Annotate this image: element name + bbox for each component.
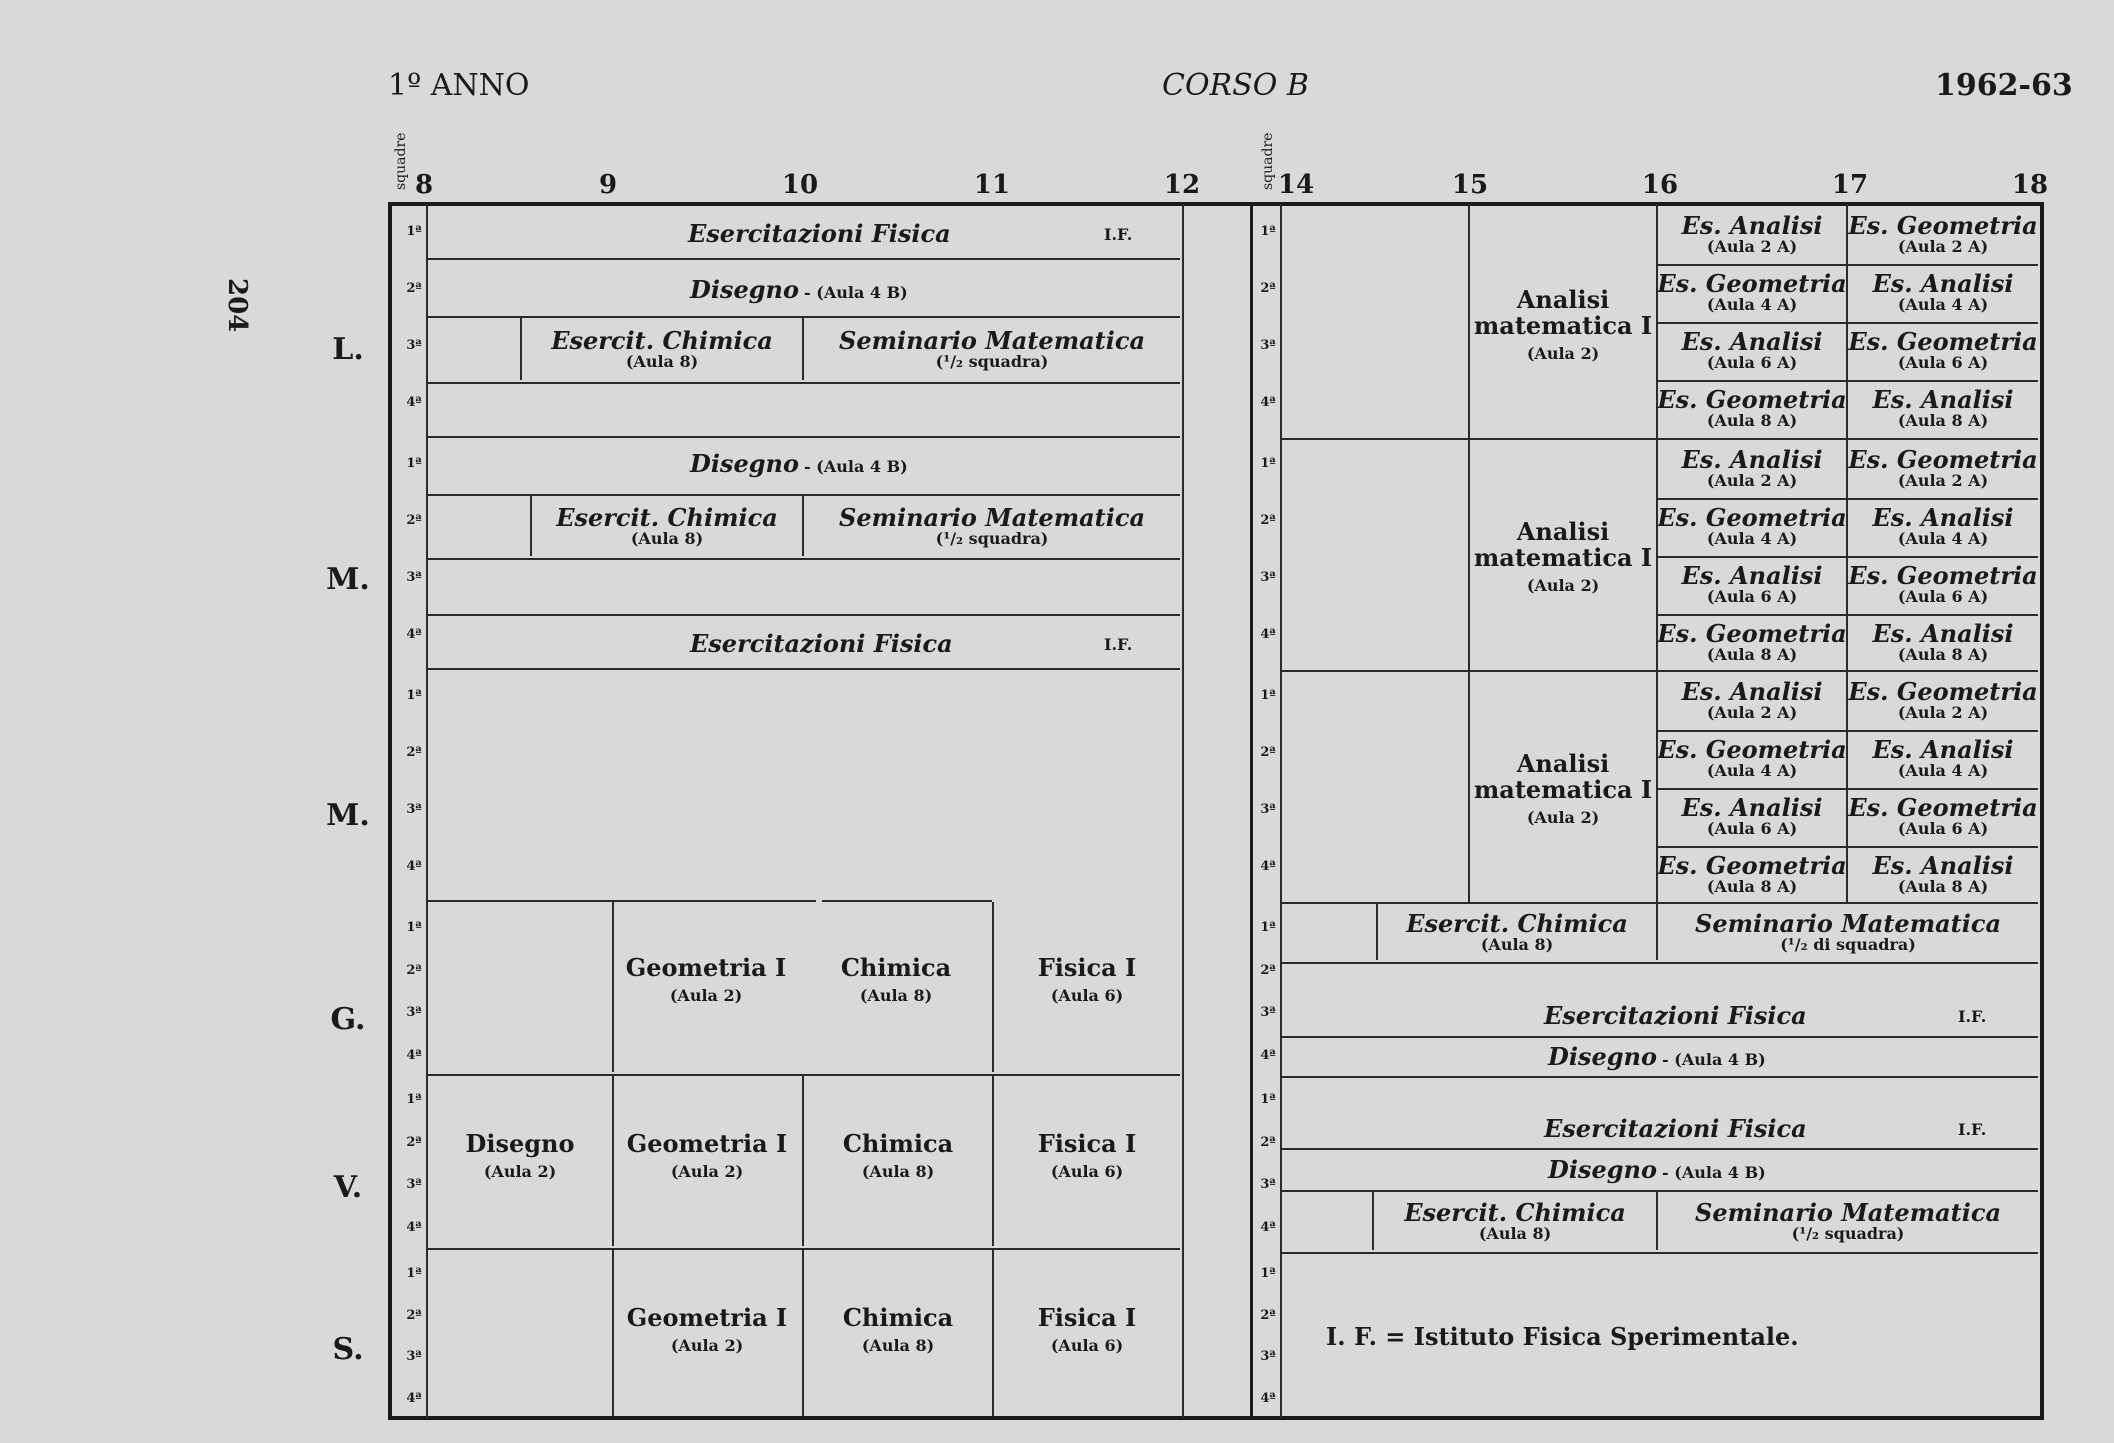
slot-label: 2ª	[1260, 513, 1276, 528]
slot-label: 3ª	[1260, 1349, 1276, 1364]
es-title: Es. Analisi	[1681, 445, 1823, 474]
lun-disegno: Disegno - (Aula 4 B)	[690, 275, 908, 304]
slot-label: 2ª	[406, 962, 422, 978]
slot-label: 3ª	[1260, 570, 1276, 585]
es-title: Es. Geometria	[1848, 677, 2038, 706]
hour-label-8: 8	[414, 170, 434, 200]
hour-label-17: 17	[1831, 170, 1869, 200]
es-cell	[1658, 324, 1846, 378]
slot-label: 1ª	[406, 224, 422, 239]
es-title: Es. Geometria	[1657, 385, 1847, 414]
es-cell	[1658, 616, 1846, 670]
hour-label-15: 15	[1451, 170, 1489, 200]
es-title: Es. Geometria	[1848, 445, 2038, 474]
slot-label: 3ª	[1260, 1005, 1276, 1020]
es-cell	[1848, 558, 2038, 612]
rule	[1282, 1148, 2038, 1150]
es-aula: (Aula 4 A)	[1706, 761, 1798, 780]
rule	[428, 494, 1180, 496]
rule	[1282, 670, 2038, 672]
squadre-label-right: squadre	[1260, 132, 1276, 190]
slot-label: 1ª	[406, 1266, 422, 1281]
es-title: Es. Geometria	[1657, 269, 1847, 298]
slot-label: 4ª	[1260, 1390, 1276, 1406]
es-aula: (Aula 8 A)	[1706, 411, 1798, 430]
es-title: Es. Geometria	[1657, 735, 1847, 764]
gio-esercitazioni-fisica: Esercitazioni Fisica	[1544, 1001, 1807, 1030]
es-aula: (Aula 6 A)	[1706, 353, 1798, 372]
slot-label: 1ª	[1260, 688, 1276, 703]
es-cell	[1848, 732, 2038, 786]
hour-label-12: 12	[1163, 170, 1201, 200]
hour-label-18: 18	[2011, 170, 2049, 200]
es-aula: (Aula 6 A)	[1706, 819, 1798, 838]
rule	[1282, 1076, 2038, 1078]
rule	[428, 1074, 1180, 1076]
es-title: Es. Geometria	[1657, 503, 1847, 532]
es-aula: (Aula 4 A)	[1706, 529, 1798, 548]
rule	[428, 1248, 1180, 1250]
es-cell	[1658, 500, 1846, 554]
ven-esercitazioni-fisica: Esercitazioni Fisica	[1544, 1114, 1807, 1143]
hour-label-10: 10	[781, 170, 819, 200]
slot-label: 3ª	[406, 570, 422, 585]
day-label-sabato: S.	[332, 1332, 364, 1367]
es-aula: (Aula 4 A)	[1706, 295, 1798, 314]
slot-label: 2ª	[406, 1134, 422, 1150]
es-aula: (Aula 8 A)	[1897, 645, 1989, 664]
mar-analisi-matematica: Analisi matematica I (Aula 2)	[1473, 517, 1653, 595]
slot-label: 3ª	[406, 338, 422, 353]
es-cell	[1658, 732, 1846, 786]
es-aula: (Aula 8 A)	[1706, 645, 1798, 664]
es-title: Es. Geometria	[1657, 619, 1847, 648]
hour-label-11: 11	[973, 170, 1011, 200]
rule	[1282, 1036, 2038, 1038]
sab-chimica: Chimica (Aula 8)	[842, 1303, 954, 1355]
ven-esercit-chimica: Esercit. Chimica (Aula 8)	[1404, 1198, 1626, 1243]
hour-label-9: 9	[598, 170, 618, 200]
slot-label: 2ª	[406, 513, 422, 528]
ven-if: I.F.	[1958, 1120, 1987, 1139]
es-aula: (Aula 6 A)	[1706, 587, 1798, 606]
header-anno: 1º ANNO	[388, 68, 530, 103]
slot-label: 3ª	[1260, 338, 1276, 353]
rule	[428, 382, 1180, 384]
slot-label: 4ª	[1260, 395, 1276, 410]
es-cell	[1848, 616, 2038, 670]
sab-fisica: Fisica I (Aula 6)	[1037, 1303, 1137, 1355]
es-aula: (Aula 4 A)	[1897, 295, 1989, 314]
ven-disegno: Disegno - (Aula 4 B)	[1548, 1155, 1766, 1184]
slot-label: 2ª	[1260, 1134, 1276, 1150]
es-cell	[1848, 500, 2038, 554]
mar-seminario-matematica: Seminario Matematica (¹/₂ squadra)	[838, 503, 1146, 548]
slot-label: 3ª	[406, 802, 422, 817]
slot-label: 4ª	[406, 1047, 422, 1063]
es-cell	[1658, 674, 1846, 728]
slot-label: 1ª	[1260, 456, 1276, 471]
slot-label: 1ª	[1260, 920, 1276, 935]
slot-label: 1ª	[406, 920, 422, 935]
slot-label: 1ª	[1260, 224, 1276, 239]
slot-label: 1ª	[1260, 1266, 1276, 1281]
es-title: Es. Analisi	[1872, 503, 2014, 532]
lun-if: I.F.	[1104, 225, 1133, 244]
es-title: Es. Geometria	[1657, 851, 1847, 880]
es-aula: (Aula 4 A)	[1897, 761, 1989, 780]
rule	[1282, 1190, 2038, 1192]
rule	[428, 614, 1180, 616]
es-aula: (Aula 6 A)	[1897, 353, 1989, 372]
slot-label: 3ª	[1260, 802, 1276, 817]
es-cell	[1848, 848, 2038, 902]
lun-esercit-chimica: Esercit. Chimica (Aula 8)	[551, 326, 773, 371]
header-corso: CORSO B	[1162, 68, 1309, 103]
mar-esercitazioni-fisica: Esercitazioni Fisica	[690, 629, 953, 658]
page-number: 204	[222, 278, 252, 333]
es-aula: (Aula 8 A)	[1897, 411, 1989, 430]
slot-label: 2ª	[1260, 1307, 1276, 1323]
day-label-mercoledi: M.	[326, 798, 370, 833]
mer-analisi-matematica: Analisi matematica I (Aula 2)	[1473, 749, 1653, 827]
slot-label: 1ª	[406, 1092, 422, 1107]
lun-seminario-matematica: Seminario Matematica (¹/₂ squadra)	[838, 326, 1146, 371]
lun-analisi-matematica: Analisi matematica I (Aula 2)	[1473, 285, 1653, 363]
slot-label: 4ª	[1260, 627, 1276, 642]
gio-fisica: Fisica I (Aula 6)	[1037, 953, 1137, 1005]
es-title: Es. Analisi	[1872, 385, 2014, 414]
slot-label: 2ª	[1260, 745, 1276, 760]
es-aula: (Aula 2 A)	[1897, 471, 1989, 490]
rule	[428, 316, 1180, 318]
frame-bottom	[388, 1416, 2044, 1420]
es-cell	[1848, 266, 2038, 320]
es-cell	[1848, 382, 2038, 436]
es-title: Es. Analisi	[1681, 561, 1823, 590]
es-title: Es. Geometria	[1848, 561, 2038, 590]
es-cell	[1848, 674, 2038, 728]
gio-chimica: Chimica (Aula 8)	[840, 953, 952, 1005]
es-aula: (Aula 2 A)	[1897, 703, 1989, 722]
slot-label: 3ª	[406, 1349, 422, 1364]
mar-if: I.F.	[1104, 635, 1133, 654]
rule	[428, 558, 1180, 560]
sab-geometria: Geometria I (Aula 2)	[626, 1303, 788, 1355]
hour-label-16: 16	[1641, 170, 1679, 200]
lun-esercitazioni-fisica: Esercitazioni Fisica	[688, 219, 951, 248]
ven-disegno: Disegno (Aula 2)	[465, 1129, 575, 1181]
slot-label: 4ª	[406, 395, 422, 410]
slot-label: 4ª	[1260, 1047, 1276, 1063]
slot-label: 3ª	[406, 1177, 422, 1192]
frame-top	[388, 202, 2044, 206]
slot-label: 2ª	[1260, 281, 1276, 296]
header-year: 1962-63	[1935, 68, 2073, 103]
es-aula: (Aula 2 A)	[1706, 237, 1798, 256]
rule	[1282, 962, 2038, 964]
es-cell	[1848, 208, 2038, 262]
gio-disegno: Disegno - (Aula 4 B)	[1548, 1042, 1766, 1071]
slot-label: 1ª	[1260, 1092, 1276, 1107]
hour-label-14: 14	[1277, 170, 1315, 200]
es-aula: (Aula 2 A)	[1706, 471, 1798, 490]
es-cell	[1658, 382, 1846, 436]
slot-label: 2ª	[406, 745, 422, 760]
es-aula: (Aula 2 A)	[1706, 703, 1798, 722]
slot-label: 1ª	[406, 688, 422, 703]
es-title: Es. Analisi	[1681, 211, 1823, 240]
mar-esercit-chimica: Esercit. Chimica (Aula 8)	[556, 503, 778, 548]
slot-label: 2ª	[406, 1307, 422, 1323]
es-aula: (Aula 6 A)	[1897, 587, 1989, 606]
ven-fisica: Fisica I (Aula 6)	[1037, 1129, 1137, 1181]
es-title: Es. Analisi	[1681, 793, 1823, 822]
es-cell	[1658, 848, 1846, 902]
gio-if: I.F.	[1958, 1007, 1987, 1026]
rule	[1282, 902, 2038, 904]
es-title: Es. Analisi	[1681, 327, 1823, 356]
es-aula: (Aula 4 A)	[1897, 529, 1989, 548]
slot-label: 4ª	[406, 1390, 422, 1406]
es-aula: (Aula 6 A)	[1897, 819, 1989, 838]
es-cell	[1848, 324, 2038, 378]
slot-label: 4ª	[1260, 1219, 1276, 1235]
es-cell	[1658, 790, 1846, 844]
es-cell	[1658, 266, 1846, 320]
slot-label: 4ª	[1260, 859, 1276, 874]
gio-esercit-chimica: Esercit. Chimica (Aula 8)	[1406, 909, 1628, 954]
gio-seminario-matematica: Seminario Matematica (¹/₂ di squadra)	[1694, 909, 2002, 954]
frame-middle-divider	[1250, 202, 1253, 1420]
rule	[822, 900, 992, 902]
day-label-giovedi: G.	[330, 1002, 366, 1037]
slot-label: 4ª	[406, 1219, 422, 1235]
es-aula: (Aula 8 A)	[1706, 877, 1798, 896]
day-label-lunedi: L.	[332, 332, 364, 367]
day-label-martedi: M.	[326, 562, 370, 597]
es-cell	[1848, 442, 2038, 496]
es-title: Es. Geometria	[1848, 327, 2038, 356]
ven-chimica: Chimica (Aula 8)	[842, 1129, 954, 1181]
rule	[1282, 438, 2038, 440]
squadre-label-left: squadre	[393, 132, 409, 190]
footnote-if: I. F. = Istituto Fisica Sperimentale.	[1326, 1322, 1799, 1351]
es-cell	[1658, 208, 1846, 262]
gio-geometria: Geometria I (Aula 2)	[625, 953, 787, 1005]
slot-label: 3ª	[406, 1005, 422, 1020]
es-title: Es. Analisi	[1681, 677, 1823, 706]
hour12-line	[1182, 204, 1184, 1418]
es-title: Es. Analisi	[1872, 735, 2014, 764]
rule	[1282, 1252, 2038, 1254]
slot-label: 3ª	[1260, 1177, 1276, 1192]
slot-label: 4ª	[406, 627, 422, 642]
es-title: Es. Geometria	[1848, 793, 2038, 822]
es-cell	[1658, 558, 1846, 612]
ven-seminario-matematica: Seminario Matematica (¹/₂ squadra)	[1694, 1198, 2002, 1243]
slot-label: 2ª	[1260, 962, 1276, 978]
mar-disegno: Disegno - (Aula 4 B)	[690, 449, 908, 478]
frame-left	[388, 202, 392, 1420]
es-cell	[1658, 442, 1846, 496]
es-title: Es. Analisi	[1872, 619, 2014, 648]
rule	[428, 258, 1180, 260]
slot-label: 2ª	[406, 281, 422, 296]
rule	[428, 436, 1180, 438]
ven-geometria: Geometria I (Aula 2)	[626, 1129, 788, 1181]
es-aula: (Aula 8 A)	[1897, 877, 1989, 896]
es-cell	[1848, 790, 2038, 844]
slot-label: 4ª	[406, 859, 422, 874]
es-title: Es. Geometria	[1848, 211, 2038, 240]
rule	[428, 900, 816, 902]
es-aula: (Aula 2 A)	[1897, 237, 1989, 256]
slot-label: 1ª	[406, 456, 422, 471]
day-label-venerdi: V.	[333, 1170, 363, 1205]
rule	[428, 668, 1180, 670]
frame-right	[2040, 202, 2044, 1420]
es-title: Es. Analisi	[1872, 851, 2014, 880]
es-title: Es. Analisi	[1872, 269, 2014, 298]
